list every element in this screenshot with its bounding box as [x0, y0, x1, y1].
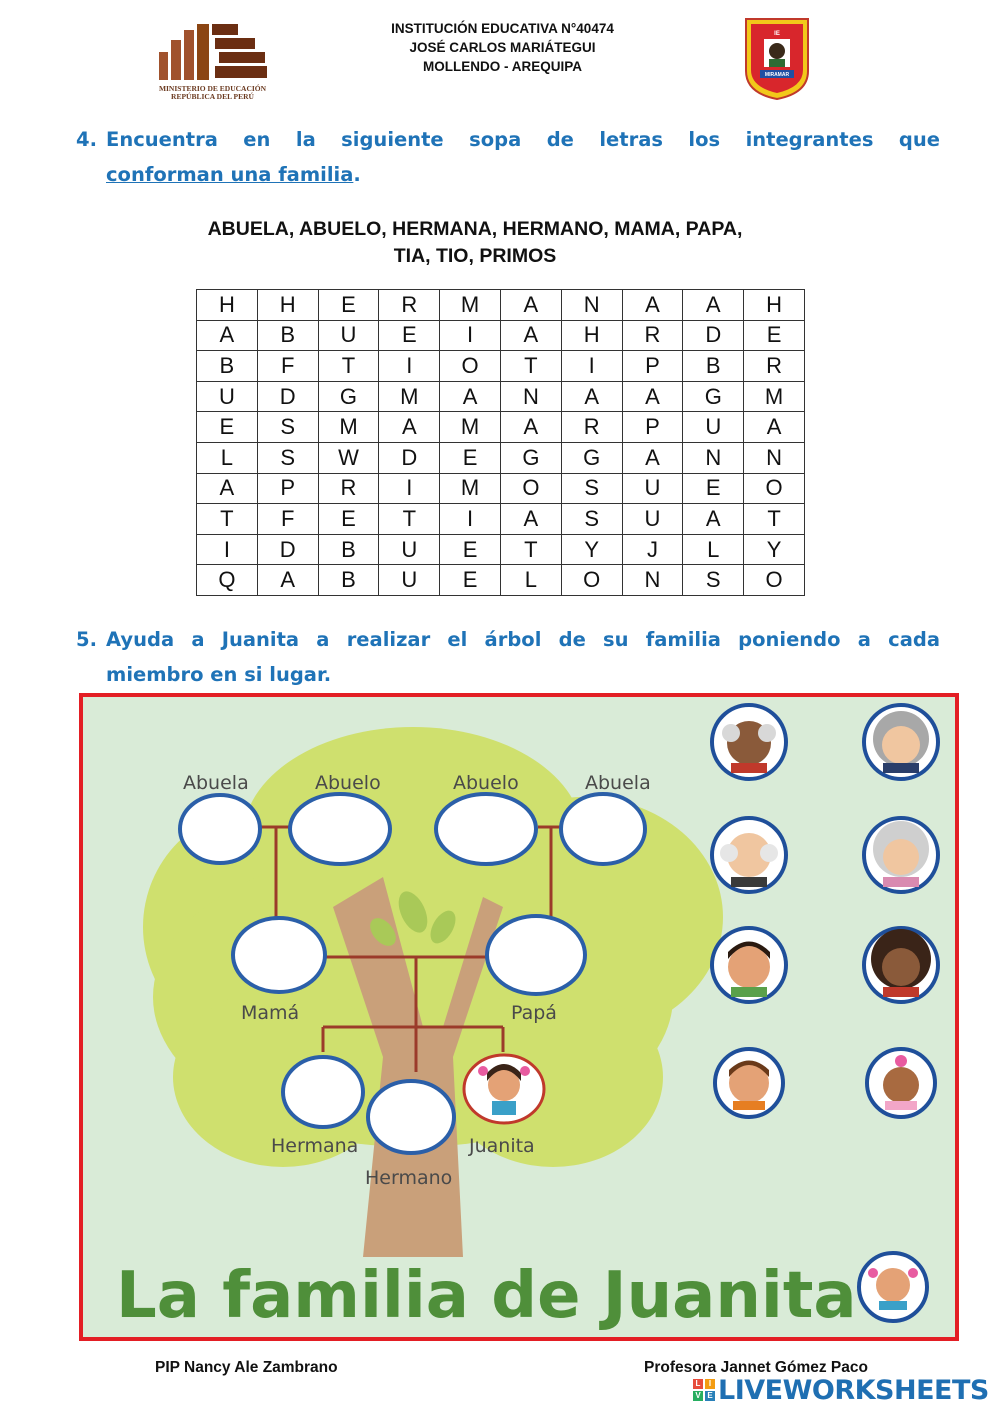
ministry-logo-text — [155, 85, 270, 101]
grid-cell[interactable]: R — [379, 290, 440, 321]
grid-cell[interactable]: G — [683, 381, 744, 412]
grid-cell[interactable]: T — [379, 504, 440, 535]
grandpa-right-slot — [436, 794, 536, 864]
grid-cell[interactable]: H — [197, 290, 258, 321]
ministry-logo-bars-icon — [155, 22, 270, 82]
grid-cell[interactable]: B — [257, 320, 318, 351]
question-text-line: miembro en si lugar. — [106, 663, 332, 686]
grid-cell[interactable]: A — [561, 381, 622, 412]
grid-cell[interactable]: A — [379, 412, 440, 443]
question-number: 5. — [76, 628, 97, 651]
word-list-line: TIA, TIO, PRIMOS — [393, 245, 557, 267]
grid-cell[interactable]: A — [622, 442, 683, 473]
school-location-line: MOLLENDO - AREQUIPA — [423, 59, 582, 74]
sticker-grandpa-2[interactable] — [712, 818, 786, 892]
grid-cell[interactable]: W — [318, 442, 379, 473]
grid-cell[interactable]: G — [318, 381, 379, 412]
question-text-line: Encuentra en la siguiente sopa de letras los integrantes que — [106, 128, 940, 151]
grid-cell[interactable]: I — [379, 473, 440, 504]
grid-cell[interactable]: S — [257, 412, 318, 443]
grid-cell[interactable]: I — [440, 320, 501, 351]
question-text-line: Ayuda a Juanita a realizar el árbol de su familia poniendo a cada — [106, 628, 940, 651]
grid-cell[interactable]: L — [683, 534, 744, 565]
grid-cell[interactable]: U — [683, 412, 744, 443]
grid-cell[interactable]: A — [683, 504, 744, 535]
grid-cell[interactable]: A — [622, 381, 683, 412]
grandma-right-slot — [561, 794, 645, 864]
label-grandma-left: Abuela — [183, 772, 249, 794]
word-search-grid — [196, 289, 805, 596]
grid-cell[interactable]: I — [379, 351, 440, 382]
sticker-brother[interactable] — [715, 1049, 783, 1117]
grid-cell[interactable]: D — [683, 320, 744, 351]
grid-cell[interactable]: M — [744, 381, 805, 412]
grid-cell[interactable]: R — [744, 351, 805, 382]
grid-cell[interactable]: T — [500, 534, 561, 565]
grid-cell[interactable]: A — [500, 320, 561, 351]
grid-cell[interactable]: R — [622, 320, 683, 351]
grid-cell[interactable]: U — [318, 320, 379, 351]
question-number: 4. — [76, 128, 97, 151]
live-letter: E — [705, 1391, 715, 1401]
grid-cell[interactable]: P — [257, 473, 318, 504]
grid-cell[interactable]: O — [561, 565, 622, 596]
ministry-logo-line: MINISTERIO DE EDUCACIÓN — [158, 84, 267, 93]
grid-cell[interactable]: U — [379, 565, 440, 596]
ministry-logo-line: REPÚBLICA DEL PERÚ — [171, 92, 254, 101]
grid-cell[interactable]: N — [500, 381, 561, 412]
grid-cell[interactable]: S — [561, 473, 622, 504]
grid-cell[interactable]: E — [440, 565, 501, 596]
grid-cell[interactable]: G — [500, 442, 561, 473]
school-name-line: INSTITUCIÓN EDUCATIVA N°40474 — [391, 21, 614, 36]
grid-cell[interactable]: S — [683, 565, 744, 596]
grid-cell[interactable]: A — [197, 473, 258, 504]
grandma-left-slot — [180, 795, 260, 863]
tree-title: La familia de Juanita — [116, 1259, 857, 1333]
label-grandma-right: Abuela — [585, 772, 651, 794]
sticker-mom[interactable] — [864, 928, 938, 1002]
grid-cell[interactable]: T — [318, 351, 379, 382]
grid-cell[interactable]: Y — [561, 534, 622, 565]
grid-row — [197, 534, 805, 565]
grid-row — [197, 320, 805, 351]
grid-cell[interactable]: A — [257, 565, 318, 596]
question-text-line — [106, 157, 361, 192]
ministry-logo — [155, 22, 270, 112]
sticker-juanita[interactable] — [859, 1253, 927, 1321]
grid-cell[interactable]: A — [744, 412, 805, 443]
live-letter: L — [693, 1379, 703, 1389]
grid-cell[interactable]: T — [500, 351, 561, 382]
label-sister: Hermana — [271, 1135, 359, 1157]
grid-cell[interactable]: T — [744, 504, 805, 535]
word-list-line: ABUELA, ABUELO, HERMANA, HERMANO, MAMA, PAPA, — [207, 218, 743, 240]
sticker-dad[interactable] — [712, 928, 786, 1002]
grid-cell[interactable]: N — [561, 290, 622, 321]
grid-cell[interactable]: N — [622, 565, 683, 596]
grid-cell[interactable]: M — [379, 381, 440, 412]
family-tree-drawing — [83, 697, 955, 1337]
brother-slot — [368, 1081, 454, 1153]
grid-cell[interactable]: D — [257, 534, 318, 565]
label-grandpa-left: Abuelo — [315, 772, 381, 794]
grandpa-left-slot — [290, 794, 390, 864]
grid-row — [197, 351, 805, 382]
grid-cell[interactable]: R — [561, 412, 622, 443]
sister-slot — [283, 1057, 363, 1127]
grid-cell[interactable]: D — [257, 381, 318, 412]
grid-cell[interactable]: U — [622, 473, 683, 504]
grid-cell[interactable]: B — [197, 351, 258, 382]
grid-row — [197, 442, 805, 473]
grid-cell[interactable]: E — [318, 504, 379, 535]
crest-text: IE — [774, 31, 780, 37]
grid-cell[interactable]: T — [197, 504, 258, 535]
grid-cell[interactable]: E — [379, 320, 440, 351]
grid-cell[interactable]: F — [257, 504, 318, 535]
grid-cell[interactable]: Q — [197, 565, 258, 596]
grid-cell[interactable]: A — [500, 504, 561, 535]
liveworksheets-wordmark: LIVEWORKSHEETS — [718, 1374, 989, 1406]
grid-cell[interactable]: E — [318, 290, 379, 321]
grid-cell[interactable]: O — [744, 565, 805, 596]
label-brother: Hermano — [365, 1167, 453, 1189]
grid-cell[interactable]: E — [744, 320, 805, 351]
grid-cell[interactable]: M — [318, 412, 379, 443]
sticker-grandma-1[interactable] — [864, 705, 938, 779]
mom-slot — [233, 918, 325, 992]
grid-cell[interactable]: U — [197, 381, 258, 412]
live-letter: I — [705, 1379, 715, 1389]
grid-cell[interactable]: H — [257, 290, 318, 321]
grid-cell[interactable]: S — [561, 504, 622, 535]
grid-cell[interactable]: L — [500, 565, 561, 596]
grid-cell[interactable]: B — [318, 565, 379, 596]
grid-cell[interactable]: M — [440, 290, 501, 321]
grid-cell[interactable]: A — [197, 320, 258, 351]
liveworksheets-logo[interactable] — [693, 1373, 989, 1407]
school-header — [330, 19, 675, 76]
grid-cell[interactable]: U — [379, 534, 440, 565]
dad-slot — [487, 916, 585, 994]
sticker-sister[interactable] — [867, 1049, 935, 1117]
grid-cell[interactable]: O — [744, 473, 805, 504]
school-crest-icon — [742, 15, 812, 101]
juanita-portrait — [464, 1055, 544, 1123]
grid-row — [197, 504, 805, 535]
grid-cell[interactable]: A — [622, 290, 683, 321]
grid-cell[interactable]: I — [440, 504, 501, 535]
grid-cell[interactable]: Y — [744, 534, 805, 565]
grid-cell[interactable]: R — [318, 473, 379, 504]
grid-cell[interactable]: O — [440, 351, 501, 382]
grid-row — [197, 290, 805, 321]
sticker-grandpa-1[interactable] — [712, 705, 786, 779]
grid-cell[interactable]: P — [622, 412, 683, 443]
grid-cell[interactable]: A — [683, 290, 744, 321]
grid-cell[interactable]: N — [683, 442, 744, 473]
grid-row — [197, 381, 805, 412]
footer-left: PIP Nancy Ale Zambrano — [155, 1359, 338, 1376]
grid-cell[interactable]: L — [197, 442, 258, 473]
grid-cell[interactable]: J — [622, 534, 683, 565]
family-tree-panel — [79, 693, 959, 1341]
footer-right: Profesora Jannet Gómez Paco — [644, 1359, 868, 1376]
label-mom: Mamá — [241, 1002, 300, 1024]
grid-row — [197, 412, 805, 443]
grid-cell[interactable]: A — [500, 290, 561, 321]
grid-cell[interactable]: O — [500, 473, 561, 504]
grid-cell[interactable]: E — [683, 473, 744, 504]
grid-cell[interactable]: A — [500, 412, 561, 443]
grid-cell[interactable]: S — [257, 442, 318, 473]
grid-cell[interactable]: I — [197, 534, 258, 565]
school-name-line: JOSÉ CARLOS MARIÁTEGUI — [409, 40, 596, 55]
grid-cell[interactable]: H — [561, 320, 622, 351]
grid-cell[interactable]: U — [622, 504, 683, 535]
word-list — [130, 216, 820, 270]
grid-cell[interactable]: G — [561, 442, 622, 473]
grid-row — [197, 473, 805, 504]
grid-cell[interactable]: H — [744, 290, 805, 321]
question-text-tail: . — [353, 163, 361, 186]
label-juanita: Juanita — [469, 1135, 535, 1157]
grid-cell[interactable]: D — [379, 442, 440, 473]
grid-cell[interactable]: M — [440, 412, 501, 443]
question-5 — [76, 622, 942, 694]
grid-cell[interactable]: I — [561, 351, 622, 382]
question-underlined-text: conforman una familia — [106, 163, 354, 186]
grid-cell[interactable]: E — [440, 442, 501, 473]
grid-cell[interactable]: N — [744, 442, 805, 473]
question-4 — [76, 122, 942, 194]
label-grandpa-right: Abuelo — [453, 772, 519, 794]
grid-cell[interactable]: E — [440, 534, 501, 565]
grid-cell[interactable]: B — [318, 534, 379, 565]
grid-cell[interactable]: P — [622, 351, 683, 382]
grid-cell[interactable]: F — [257, 351, 318, 382]
grid-cell[interactable]: B — [683, 351, 744, 382]
liveworksheets-live-icon — [693, 1379, 715, 1401]
grid-cell[interactable]: M — [440, 473, 501, 504]
sticker-grandma-2[interactable] — [864, 818, 938, 892]
grid-cell[interactable]: A — [440, 381, 501, 412]
live-letter: V — [693, 1391, 703, 1401]
grid-cell[interactable]: E — [197, 412, 258, 443]
grid-row — [197, 565, 805, 596]
crest-text: MIRAMAR — [764, 72, 790, 78]
label-dad: Papá — [511, 1002, 557, 1024]
